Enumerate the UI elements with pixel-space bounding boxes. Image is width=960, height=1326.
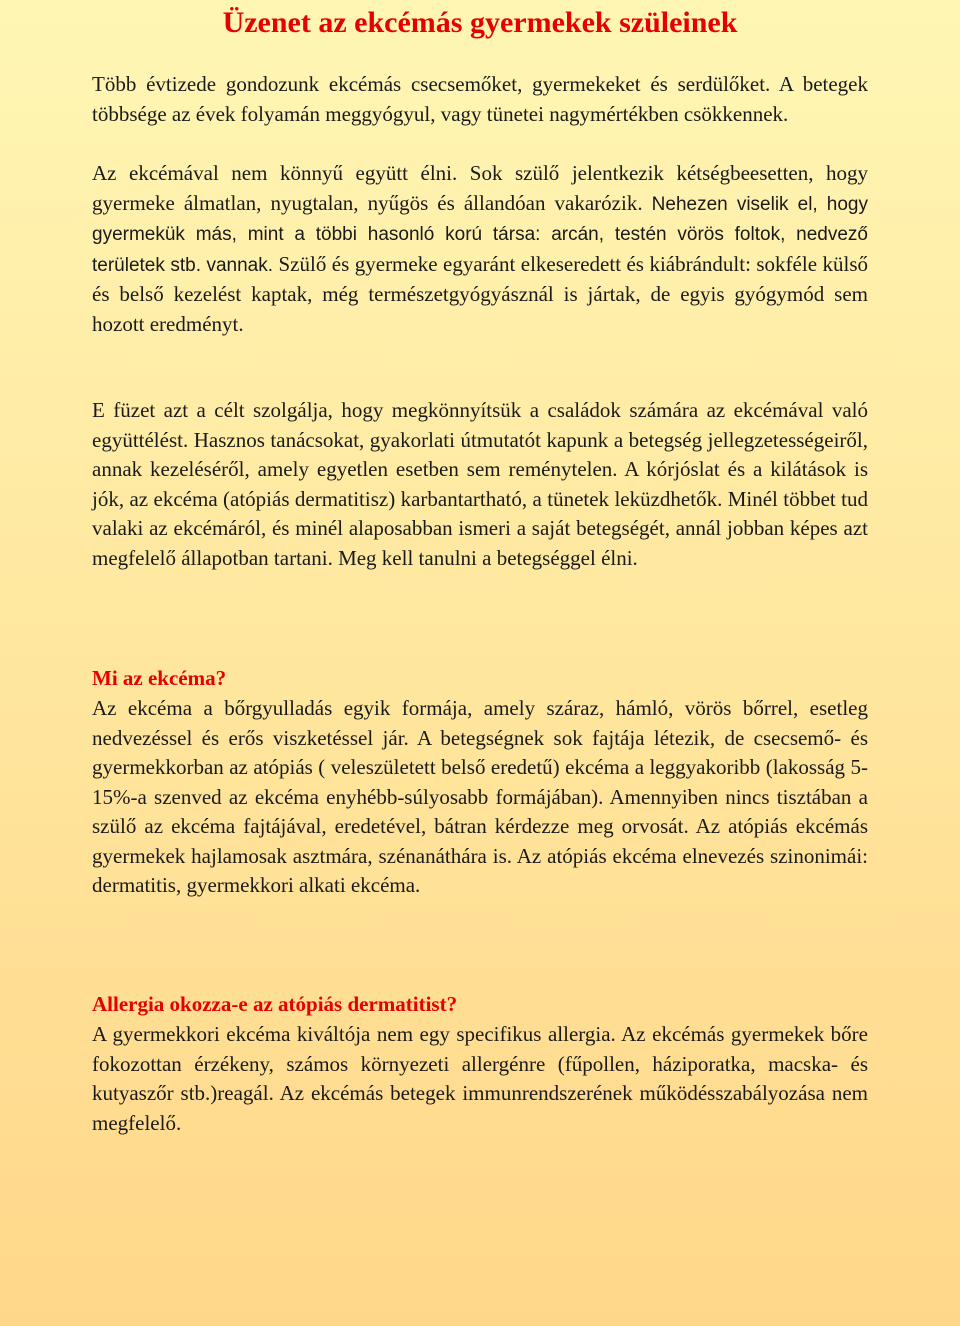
section-text-what-is-eczema: Az ekcéma a bőrgyulladás egyik formája, amely száraz, hámló, vörös bőrrel, esetleg nedvezéssel és erős viszketéssel jár. A betegségnek sok fajtája létezik, de csecsemő- és gyermekkorban az atópiás ( veleszületett belső eredetű) ekcéma a leggyakoribb (lakosság 5-15%-a szenved az ekcéma enyhébb-súlyosabb formájában). Amennyiben nincs tisztában a szülő az ekcéma fajtájával, eredetével, bátran kérdezze meg orvosát. Az atópiás ekcémás gyermekek hajlamosak asztmára, szénanáthára is. Az atópiás ekcéma elnevezés szinonimái: dermatitis, gyermekkori alkati ekcéma.	[92, 696, 868, 897]
purpose-paragraph: E füzet azt a célt szolgálja, hogy megkönnyítsük a családok számára az ekcémával való együttélést. Hasznos tanácsokat, gyakorlati útmutatót kapunk a betegség jellegzetességeiről, annak kezeléséről, amely egyetlen esetben sem reménytelen. A kórjóslat és a kilátások is jók, az ekcéma (atópiás dermatitisz) karbantartható, a tünetek leküzdhetők. Minél többet tud valaki az ekcémáról, és minél alaposabban ismeri a saját betegségét, annál jobban képes azt megfelelő állapotban tartani. Meg kell tanulni a betegséggel élni.	[92, 398, 868, 570]
intro-text-2-sans: Nehezen viselik el, hogy gyermekük más, mint a többi hasonló korú társa: arcán, testén vörös foltok, nedvező területek stb. vannak.	[92, 193, 868, 276]
intro-paragraph-2	[92, 159, 868, 339]
intro-text-2: Az ekcémával nem könnyű együtt élni. Sok szülő jelentkezik kétségbeesetten, hogy gyermeke álmatlan, nyugtalan, nyűgös és állandóan vakarózik.	[92, 161, 868, 215]
page-title: Üzenet az ekcémás gyermekek szüleinek	[222, 6, 738, 39]
intro-text-1: Több évtizede gondozunk ekcémás csecsemőket, gyermekeket és serdülőket. A betegek többsége az évek folyamán meggyógyul, vagy tünetei nagymértékben csökkennek.	[92, 72, 868, 126]
intro-text-2-rest: Szülő és gyermeke egyaránt elkeseredett és kiábrándult: sokféle külső és belső kezelést kaptak, még természetgyógyásznál is jártak, de egyis gyógymód sem hozott eredményt.	[92, 251, 868, 336]
section-heading-what-is-eczema: Mi az ekcéma?	[92, 666, 227, 690]
section-heading-allergy: Allergia okozza-e az atópiás dermatitist?	[92, 992, 458, 1016]
intro-paragraph-1	[92, 70, 868, 129]
section-text-allergy: A gyermekkori ekcéma kiváltója nem egy specifikus allergia. Az ekcémás gyermekek bőre fokozottan érzékeny, számos környezeti allergénre (fűpollen, háziporatka, macska- és kutyaszőr stb.)reagál. Az ekcémás betegek immunrendszerének működésszabályozása nem megfelelő.	[92, 1022, 868, 1135]
